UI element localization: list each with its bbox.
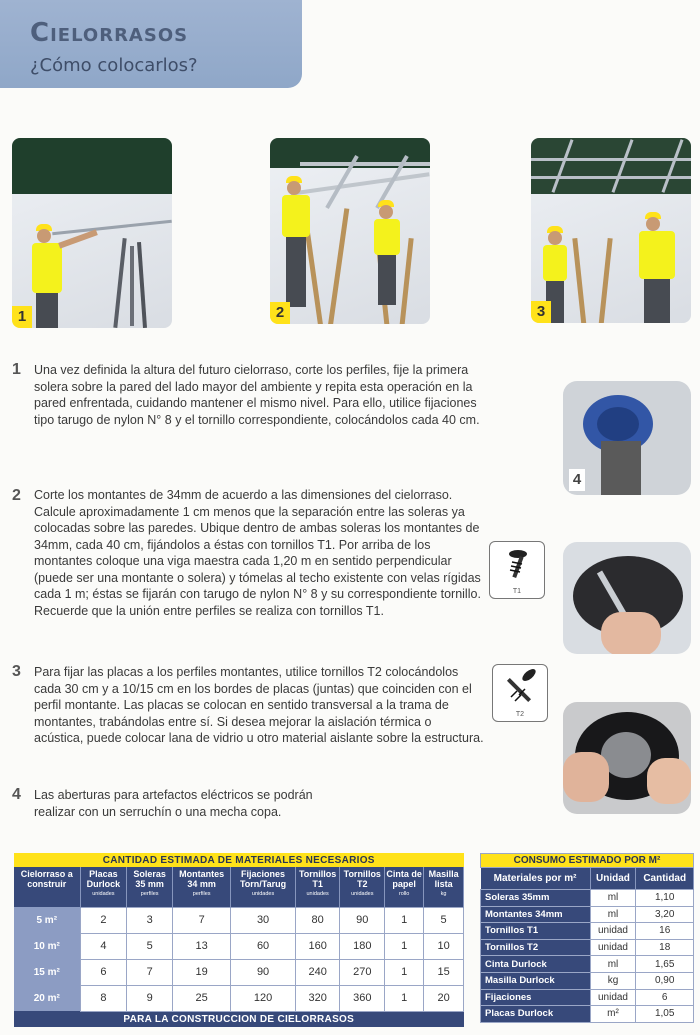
materials-table <box>14 853 464 1027</box>
step-text: Una vez definida la altura del futuro cielorraso, corte los perfiles, fije la primera solera sobre la pared del lado mayor del ambiente y repita esta operación en la pared enfrentada, cuidando mantener el mismo nivel. Para ello, utilice fijaciones tipo tarugo de nylon N° 8 y el tornillo correspondiente, colocándolos cada 40 cm. <box>34 363 480 427</box>
photo-step-2 <box>270 138 430 324</box>
table-header: Materiales por m² <box>481 868 591 890</box>
step-number: 2 <box>12 487 21 504</box>
photo-profile-in-hole <box>563 542 691 654</box>
table-header: Tornillos T2 unidades <box>340 867 385 907</box>
table-row: 15 m² 6 7 19 90 240 270 1 15 <box>14 959 464 985</box>
page-subtitle: ¿Cómo colocarlos? <box>30 55 198 76</box>
photo-light-fixture <box>563 702 691 814</box>
consumption-table <box>480 853 694 1023</box>
screw-t1-icon <box>490 542 546 588</box>
step-text: Las aberturas para artefactos eléctricos se podrán realizar con un serruchín o una mecha copa. <box>34 788 313 819</box>
table-header: Cinta de papel rollo <box>385 867 424 907</box>
table-row: Soleras 35mm ml 1,10 <box>481 890 694 907</box>
table-row: Tornillos T2 unidad 18 <box>481 939 694 956</box>
step-number: 4 <box>12 786 21 803</box>
table-row: Placas Durlock m² 1,05 <box>481 1006 694 1023</box>
table-header: Masilla lista kg <box>424 867 464 907</box>
page-header <box>0 0 302 88</box>
table-row: Montantes 34mm ml 3,20 <box>481 906 694 923</box>
photo-badge: 3 <box>531 301 551 323</box>
table-header: Tornillos T1 unidades <box>295 867 340 907</box>
table-row: 10 m² 4 5 13 60 160 180 1 10 <box>14 933 464 959</box>
photo-badge: 1 <box>12 306 32 328</box>
table-header: Cielorraso a construir <box>14 867 80 907</box>
materials-table-footer: PARA LA CONSTRUCCION DE CIELORRASOS <box>14 1011 464 1027</box>
screw-t2-box <box>492 664 548 722</box>
photo-badge: 4 <box>569 469 585 491</box>
table-header: Unidad <box>590 868 636 890</box>
table-row: Masilla Durlock kg 0,90 <box>481 972 694 989</box>
photo-step-4 <box>563 381 691 495</box>
table-header: Placas Durlock unidades <box>80 867 127 907</box>
step-text: Para fijar las placas a los perfiles montantes, utilice tornillos T2 colocándolos cada 30 cm y a 10/15 cm en los bordes de placas (juntas) que coinciden con el perfil montante. Las placas se colocan en sentido transversal a la trama de montantes, trabándolas entre sí. Si desea mejorar la aislación térmica o acústica, puede colocar lana de vidrio u otro material aislante sobre la estructura. <box>34 665 484 745</box>
photo-badge: 2 <box>270 302 290 324</box>
materials-table-caption: CANTIDAD ESTIMADA DE MATERIALES NECESARIOS <box>14 853 464 867</box>
photo-step-1 <box>12 138 172 328</box>
table-row: 20 m² 8 9 25 120 320 360 1 20 <box>14 985 464 1011</box>
consumption-table-caption: CONSUMO ESTIMADO POR M² <box>481 854 694 868</box>
step-number: 3 <box>12 663 21 680</box>
screw-t1-box <box>489 541 545 599</box>
table-row: Cinta Durlock ml 1,65 <box>481 956 694 973</box>
table-row: Fijaciones unidad 6 <box>481 989 694 1006</box>
table-header: Montantes 34 mm perfiles <box>173 867 231 907</box>
step-text: Corte los montantes de 34mm de acuerdo a las dimensiones del cielorraso. Calcule aproximadamente 1 cm menos que la separación entre las soleras ya colocadas sobre las paredes. Ubique dentro de ambas soleras los montantes de 34mm, cada 40 cm, fijándolos a éstas con tornillos T1. Por arriba de los montantes coloque una viga maestra cada 1,20 m en sentido perpendicular (puede ser una montante o solera) y tómelas al techo existente con velas rígidas cada 1 m; éstas se fijarán con tarugo de nylon N° 8 y su correspondiente tornillo. Recuerde que la unión entre perfiles se realiza con tornillos T1. <box>34 488 481 618</box>
table-header: Soleras 35 mm perfiles <box>127 867 173 907</box>
table-header: Fijaciones Torn/Tarug unidades <box>231 867 296 907</box>
page-title: Cielorrasos <box>30 18 189 48</box>
step-number: 1 <box>12 361 21 378</box>
table-row: Tornillos T1 unidad 16 <box>481 923 694 940</box>
screw-t1-label: T1 <box>512 588 522 595</box>
photo-step-3 <box>531 138 691 323</box>
table-row: 5 m² 2 3 7 30 80 90 1 5 <box>14 907 464 933</box>
screw-t2-label: T2 <box>515 711 525 718</box>
screw-t2-icon <box>493 665 549 711</box>
table-header: Cantidad <box>636 868 694 890</box>
